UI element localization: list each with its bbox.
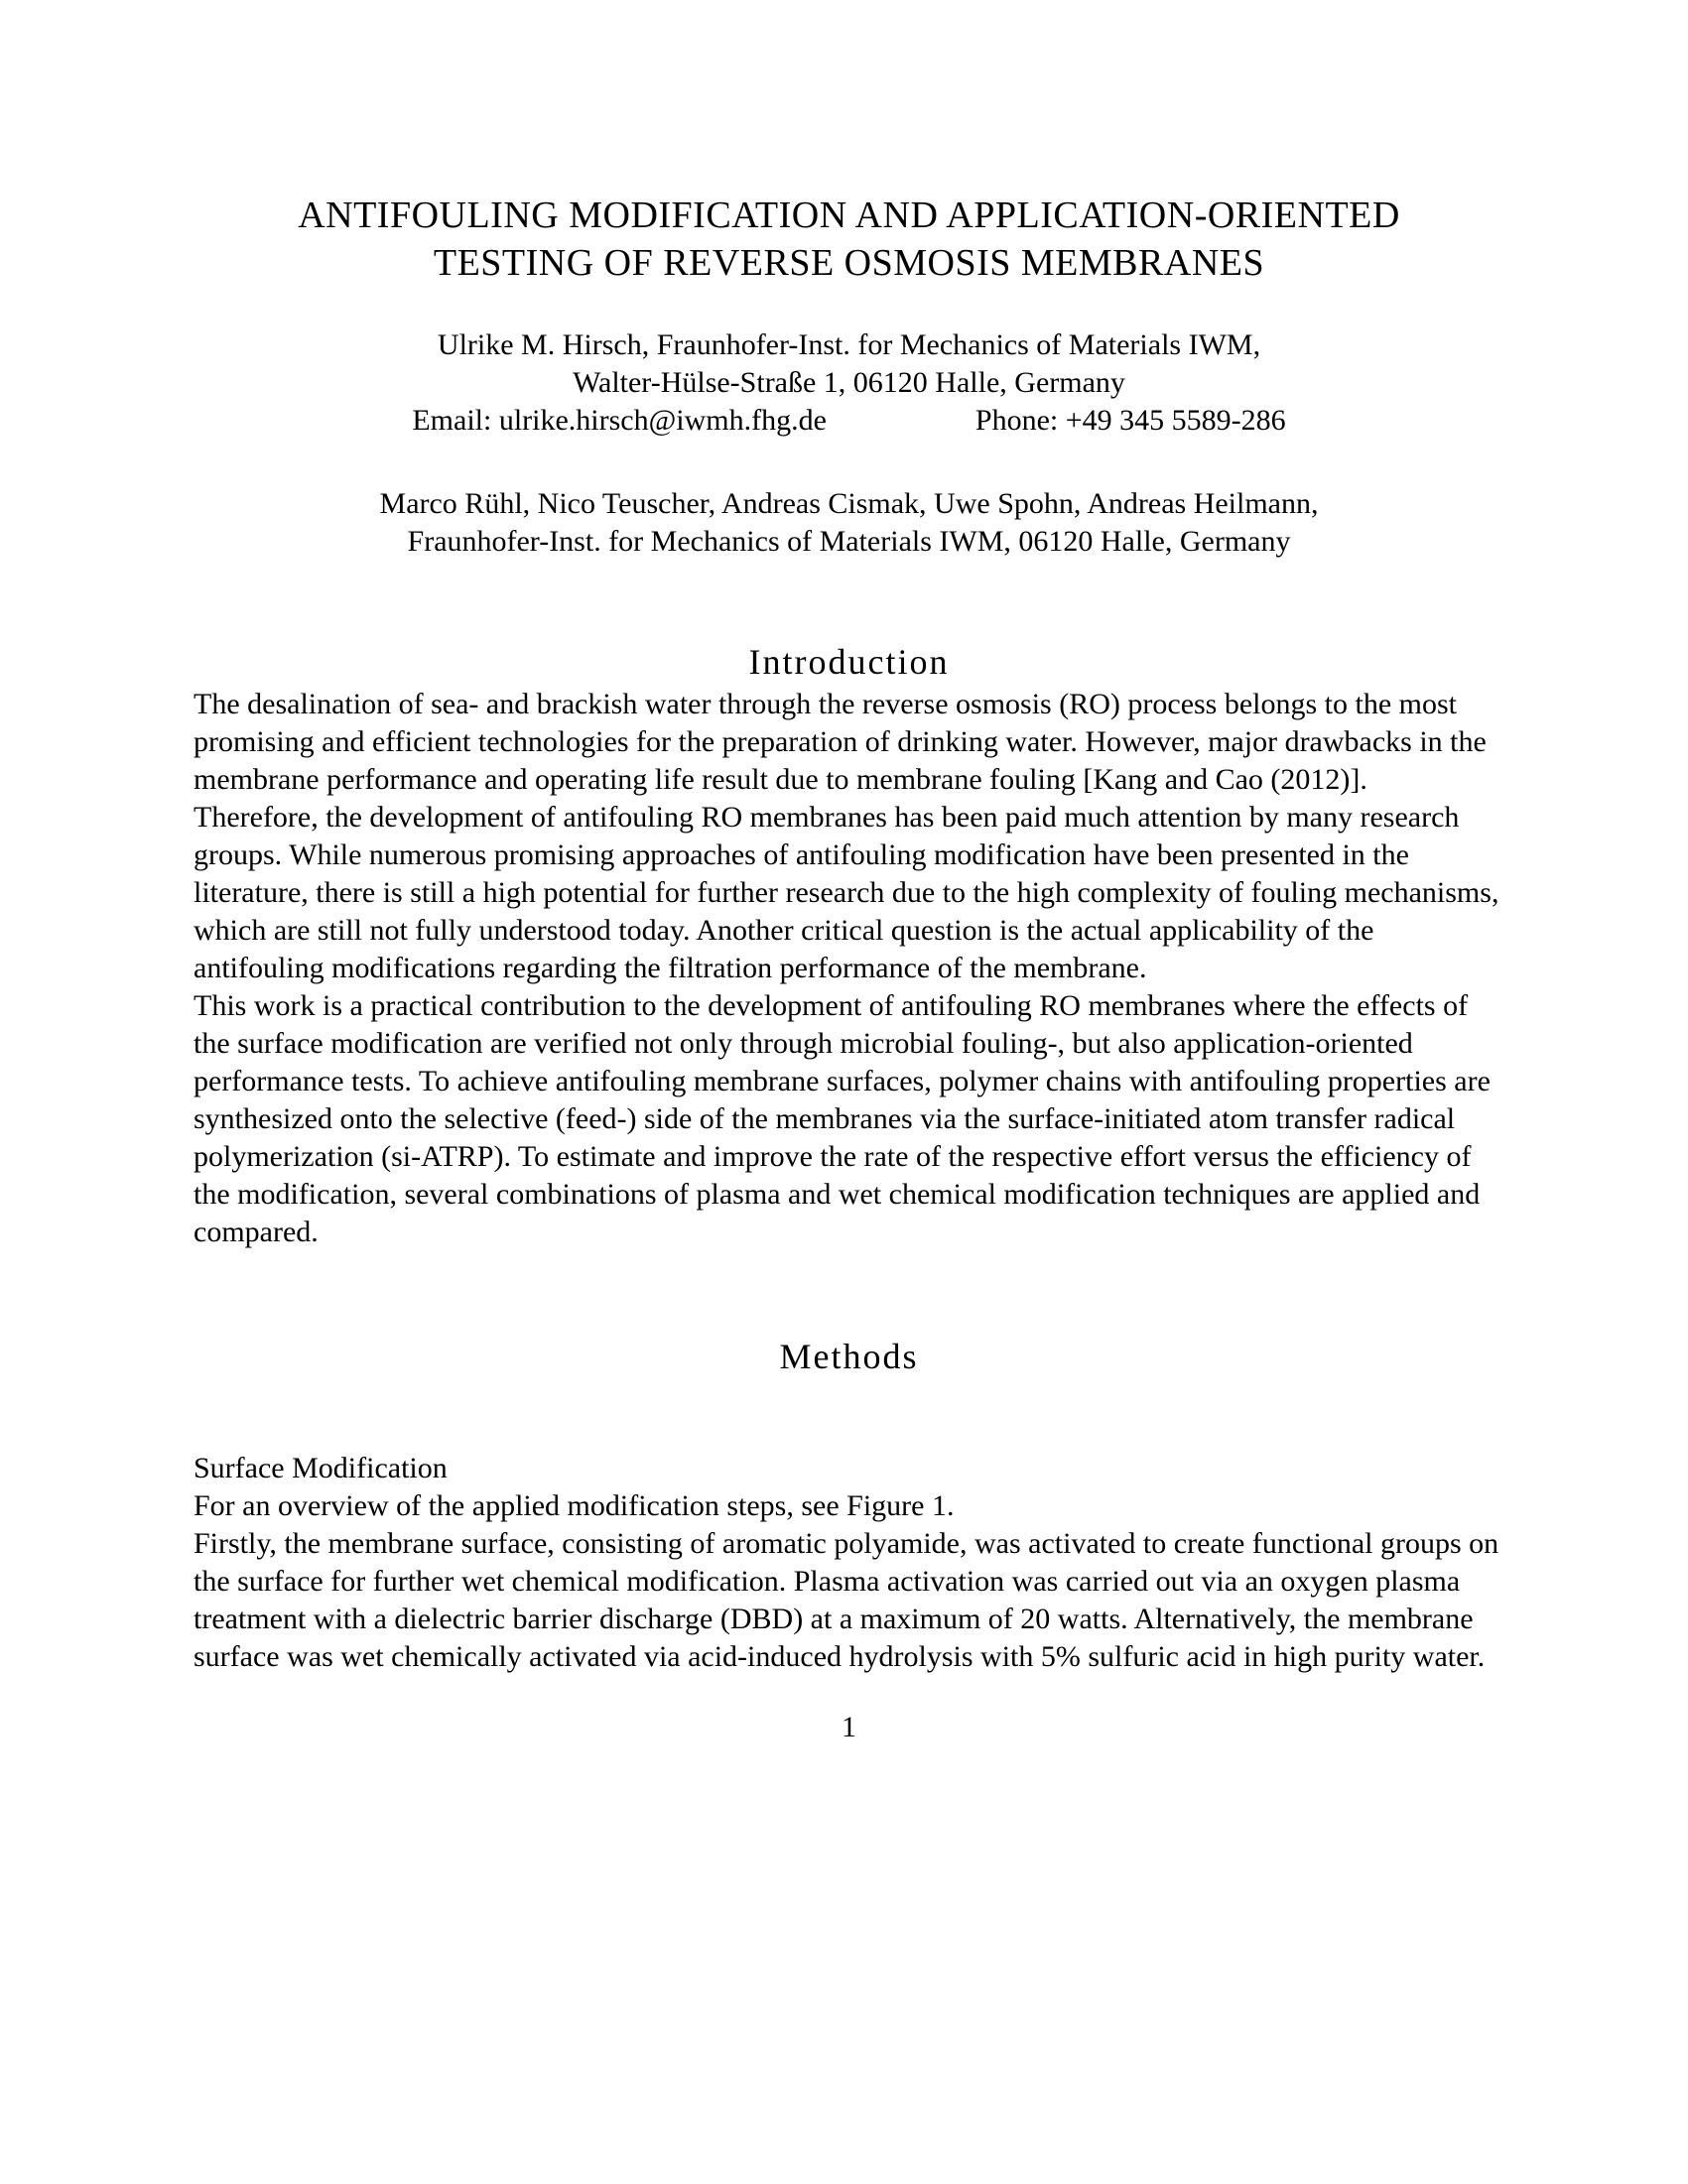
coauthors-address-line: Fraunhofer-Inst. for Mechanics of Materials IWM, 06120 Halle, Germany [407, 525, 1291, 558]
section-heading-introduction: Introduction [748, 642, 950, 682]
primary-address-line: Walter-Hülse-Straße 1, 06120 Halle, Germany [573, 366, 1125, 399]
phone-text: Phone: +49 345 5589-286 [974, 404, 1286, 437]
author-affiliation-secondary [194, 485, 1504, 561]
paper-title-line-2: TESTING OF REVERSE OSMOSIS MEMBRANES [433, 242, 1265, 284]
author-affiliation-primary [194, 326, 1504, 440]
intro-paragraph-3: This work is a practical contribution to the development of antifouling RO membranes where the effects of the surface modification are verified not only through microbial fouling-, but also application-oriented performance tests. To achieve antifouling membrane surfaces, polymer chains with antifouling properties are synthesized onto the selective (feed-) side of the membranes via the surface-initiated atom transfer radical polymerization (si-ATRP). To estimate and improve the rate of the respective effort versus the efficiency of the modification, several combinations of plasma and wet chemical modification techniques are applied and compared. [194, 989, 1491, 1248]
surface-modification-block [194, 1450, 1504, 1525]
methods-paragraph-1: Firstly, the membrane surface, consisting of aromatic polyamide, was activated to create functional groups on the surface for further wet chemical modification. Plasma activation was carried out via an oxygen plasma treatment with a dielectric barrier discharge (DBD) at a maximum of 20 watts. Alternatively, the membrane surface was wet chemically activated via acid-induced hydrolysis with 5% sulfuric acid in high purity water. [194, 1527, 1499, 1673]
contact-line [194, 402, 1504, 440]
coauthors-line: Marco Rühl, Nico Teuscher, Andreas Cismak, Uwe Spohn, Andreas Heilmann, [379, 487, 1319, 520]
subsection-heading-surface-modification: Surface Modification [194, 1452, 448, 1484]
email-text: Email: ulrike.hirsch@iwmh.fhg.de [412, 404, 827, 437]
primary-author-line: Ulrike M. Hirsch, Fraunhofer-Inst. for Mechanics of Materials IWM, [437, 328, 1261, 361]
paper-title-line-1: ANTIFOULING MODIFICATION AND APPLICATION-ORIENTED [298, 194, 1400, 236]
paper-title [194, 192, 1504, 287]
page-number: 1 [842, 1711, 856, 1743]
section-heading-methods: Methods [779, 1337, 919, 1376]
intro-paragraph-1: The desalination of sea- and brackish water through the reverse osmosis (RO) process belongs to the most promising and efficient technologies for the preparation of drinking water. However, major drawbacks in the membrane performance and operating life result due to membrane fouling [Kang and Cao (2012)]. [194, 688, 1487, 796]
figure-reference-line: For an overview of the applied modification steps, see Figure 1. [194, 1489, 955, 1522]
intro-paragraph-2: Therefore, the development of antifouling RO membranes has been paid much attention by many research groups. While numerous promising approaches of antifouling modification have been presented in the literature, there is still a high potential for further research due to the high complexity of fouling mechanisms, which are still not fully understood today. Another critical question is the actual applicability of the antifouling modifications regarding the filtration performance of the membrane. [194, 801, 1499, 984]
